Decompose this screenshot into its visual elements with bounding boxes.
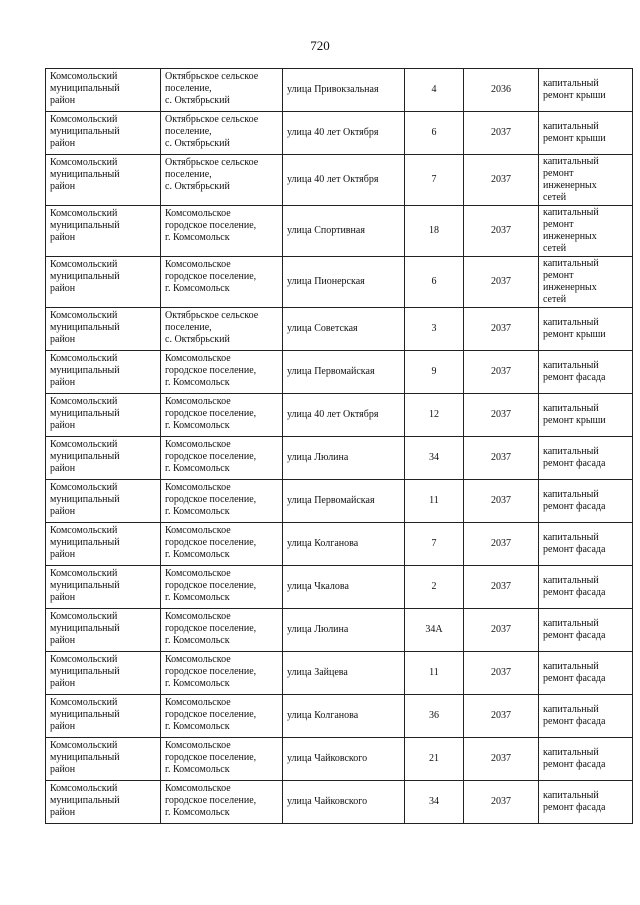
table-row	[46, 69, 633, 112]
cell-house-number: 34	[405, 437, 464, 480]
cell-street: улица Чкалова	[283, 566, 405, 609]
cell-house-number: 3	[405, 308, 464, 351]
cell-house-number: 36	[405, 695, 464, 738]
cell-street: улица Спортивная	[283, 206, 405, 257]
cell-district: Комсомольский муниципальный район	[46, 69, 161, 112]
cell-year: 2037	[464, 781, 539, 824]
cell-house-number: 6	[405, 257, 464, 308]
cell-work-type: капитальный ремонт фасада	[539, 566, 633, 609]
cell-street: улица 40 лет Октября	[283, 155, 405, 206]
cell-settlement: Октябрьское сельское поселение, с. Октябрьский	[161, 112, 283, 155]
cell-district: Комсомольский муниципальный район	[46, 738, 161, 781]
cell-settlement: Комсомольское городское поселение, г. Комсомольск	[161, 652, 283, 695]
cell-settlement: Комсомольское городское поселение, г. Комсомольск	[161, 781, 283, 824]
cell-settlement: Комсомольское городское поселение, г. Комсомольск	[161, 566, 283, 609]
cell-street: улица Привокзальная	[283, 69, 405, 112]
cell-street: улица Колганова	[283, 695, 405, 738]
cell-year: 2037	[464, 112, 539, 155]
cell-year: 2037	[464, 257, 539, 308]
cell-district: Комсомольский муниципальный район	[46, 308, 161, 351]
page-number: 720	[310, 38, 330, 53]
cell-district: Комсомольский муниципальный район	[46, 257, 161, 308]
table-row	[46, 738, 633, 781]
cell-house-number: 21	[405, 738, 464, 781]
cell-house-number: 9	[405, 351, 464, 394]
table-row	[46, 112, 633, 155]
table-row	[46, 480, 633, 523]
cell-settlement: Комсомольское городское поселение, г. Комсомольск	[161, 394, 283, 437]
cell-street: улица Люлина	[283, 437, 405, 480]
cell-street: улица Советская	[283, 308, 405, 351]
table-row	[46, 566, 633, 609]
repair-schedule-table	[45, 68, 633, 824]
cell-work-type: капитальный ремонт фасада	[539, 523, 633, 566]
cell-work-type: капитальный ремонт инженерных сетей	[539, 155, 633, 206]
cell-district: Комсомольский муниципальный район	[46, 695, 161, 738]
table-row	[46, 695, 633, 738]
cell-year: 2037	[464, 609, 539, 652]
cell-settlement: Комсомольское городское поселение, г. Комсомольск	[161, 437, 283, 480]
cell-house-number: 12	[405, 394, 464, 437]
table-row	[46, 351, 633, 394]
table-row	[46, 781, 633, 824]
cell-district: Комсомольский муниципальный район	[46, 437, 161, 480]
table-row	[46, 155, 633, 206]
cell-street: улица Зайцева	[283, 652, 405, 695]
table-row	[46, 308, 633, 351]
cell-district: Комсомольский муниципальный район	[46, 480, 161, 523]
cell-street: улица 40 лет Октября	[283, 394, 405, 437]
cell-district: Комсомольский муниципальный район	[46, 652, 161, 695]
table-row	[46, 394, 633, 437]
cell-year: 2036	[464, 69, 539, 112]
cell-house-number: 34А	[405, 609, 464, 652]
cell-year: 2037	[464, 206, 539, 257]
cell-street: улица Первомайская	[283, 480, 405, 523]
cell-settlement: Комсомольское городское поселение, г. Комсомольск	[161, 523, 283, 566]
cell-district: Комсомольский муниципальный район	[46, 523, 161, 566]
cell-house-number: 2	[405, 566, 464, 609]
cell-year: 2037	[464, 437, 539, 480]
cell-work-type: капитальный ремонт фасада	[539, 480, 633, 523]
cell-house-number: 11	[405, 480, 464, 523]
cell-district: Комсомольский муниципальный район	[46, 609, 161, 652]
cell-work-type: капитальный ремонт фасада	[539, 652, 633, 695]
cell-house-number: 11	[405, 652, 464, 695]
cell-house-number: 18	[405, 206, 464, 257]
cell-street: улица Люлина	[283, 609, 405, 652]
cell-year: 2037	[464, 695, 539, 738]
cell-street: улица 40 лет Октября	[283, 112, 405, 155]
table-row	[46, 523, 633, 566]
cell-work-type: капитальный ремонт фасада	[539, 695, 633, 738]
cell-work-type: капитальный ремонт инженерных сетей	[539, 206, 633, 257]
cell-year: 2037	[464, 652, 539, 695]
table-row	[46, 609, 633, 652]
cell-year: 2037	[464, 738, 539, 781]
cell-year: 2037	[464, 523, 539, 566]
cell-district: Комсомольский муниципальный район	[46, 394, 161, 437]
cell-settlement: Комсомольское городское поселение, г. Комсомольск	[161, 351, 283, 394]
table-row	[46, 652, 633, 695]
cell-district: Комсомольский муниципальный район	[46, 566, 161, 609]
cell-settlement: Комсомольское городское поселение, г. Комсомольск	[161, 738, 283, 781]
cell-settlement: Октябрьское сельское поселение, с. Октябрьский	[161, 308, 283, 351]
cell-work-type: капитальный ремонт фасада	[539, 351, 633, 394]
cell-settlement: Комсомольское городское поселение, г. Комсомольск	[161, 206, 283, 257]
cell-work-type: капитальный ремонт инженерных сетей	[539, 257, 633, 308]
cell-settlement: Октябрьское сельское поселение, с. Октябрьский	[161, 69, 283, 112]
cell-work-type: капитальный ремонт фасада	[539, 609, 633, 652]
cell-year: 2037	[464, 566, 539, 609]
cell-street: улица Чайковского	[283, 781, 405, 824]
cell-work-type: капитальный ремонт фасада	[539, 437, 633, 480]
cell-year: 2037	[464, 351, 539, 394]
cell-district: Комсомольский муниципальный район	[46, 112, 161, 155]
cell-work-type: капитальный ремонт крыши	[539, 112, 633, 155]
cell-street: улица Первомайская	[283, 351, 405, 394]
cell-settlement: Комсомольское городское поселение, г. Комсомольск	[161, 609, 283, 652]
table-row	[46, 257, 633, 308]
cell-district: Комсомольский муниципальный район	[46, 206, 161, 257]
cell-year: 2037	[464, 308, 539, 351]
cell-house-number: 34	[405, 781, 464, 824]
cell-house-number: 7	[405, 155, 464, 206]
cell-work-type: капитальный ремонт фасада	[539, 781, 633, 824]
cell-work-type: капитальный ремонт крыши	[539, 69, 633, 112]
table-body	[46, 69, 633, 824]
cell-settlement: Комсомольское городское поселение, г. Комсомольск	[161, 480, 283, 523]
cell-work-type: капитальный ремонт фасада	[539, 738, 633, 781]
cell-street: улица Колганова	[283, 523, 405, 566]
table-row	[46, 437, 633, 480]
cell-settlement: Комсомольское городское поселение, г. Комсомольск	[161, 695, 283, 738]
cell-district: Комсомольский муниципальный район	[46, 781, 161, 824]
table-row	[46, 206, 633, 257]
cell-work-type: капитальный ремонт крыши	[539, 308, 633, 351]
cell-district: Комсомольский муниципальный район	[46, 155, 161, 206]
cell-settlement: Октябрьское сельское поселение, с. Октябрьский	[161, 155, 283, 206]
cell-work-type: капитальный ремонт крыши	[539, 394, 633, 437]
cell-year: 2037	[464, 480, 539, 523]
cell-settlement: Комсомольское городское поселение, г. Комсомольск	[161, 257, 283, 308]
cell-house-number: 4	[405, 69, 464, 112]
cell-district: Комсомольский муниципальный район	[46, 351, 161, 394]
cell-year: 2037	[464, 155, 539, 206]
cell-year: 2037	[464, 394, 539, 437]
cell-street: улица Чайковского	[283, 738, 405, 781]
cell-house-number: 7	[405, 523, 464, 566]
cell-house-number: 6	[405, 112, 464, 155]
cell-street: улица Пионерская	[283, 257, 405, 308]
